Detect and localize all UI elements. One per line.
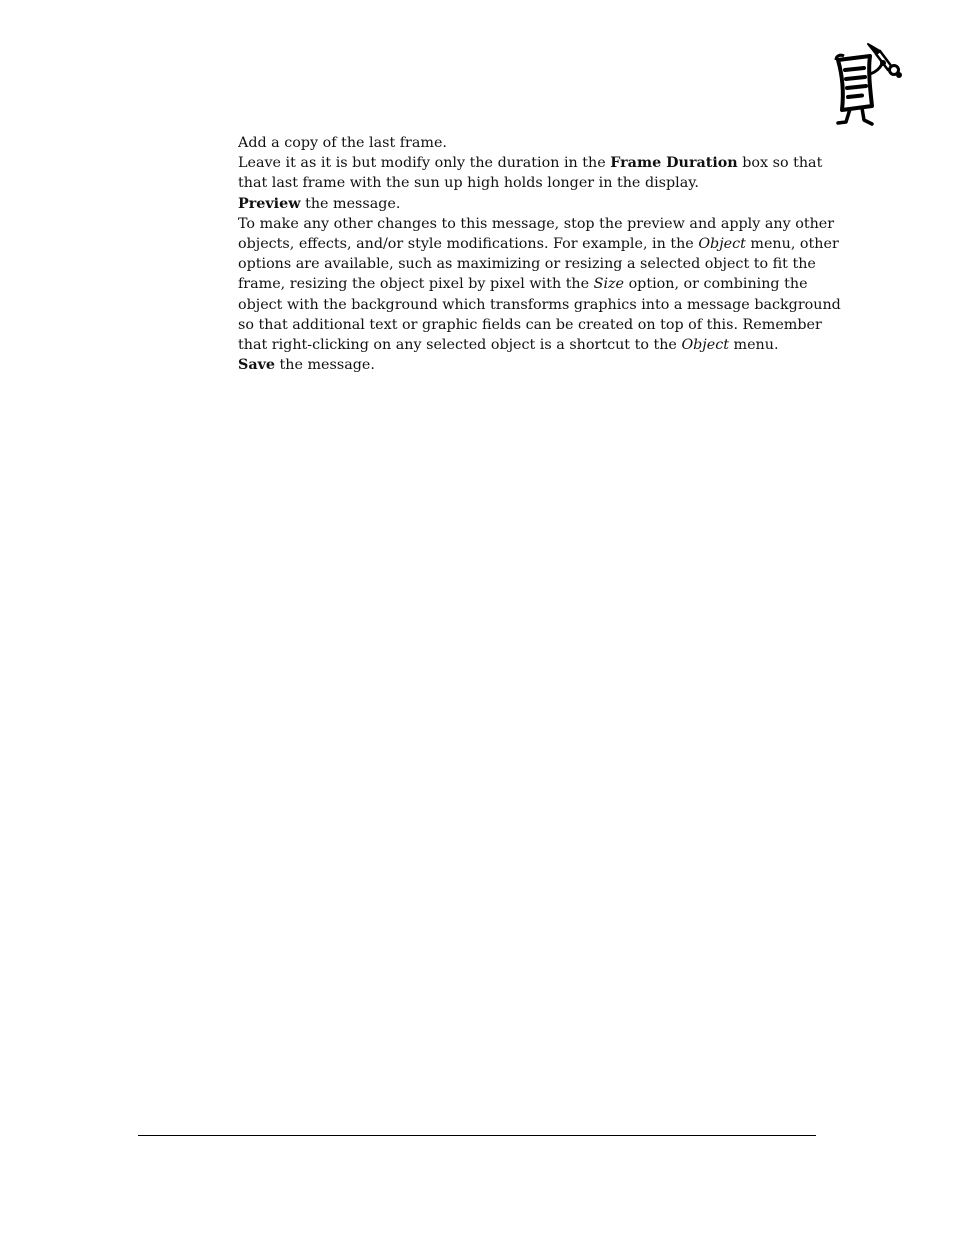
step-other-changes: To make any other changes to this message, stop the preview and apply any other objects, effects, and/or style modifications. For example, in the Object menu, other options are available, such as maximizing or resizing a selected object to fit the frame, resizing the object pixel by pixel with the Size option, or combining the object with the background which transforms graphics into a message background so that additional text or graphic fields can be created on top of this. Remember that right-clicking on any selected object is a shortcut to the Object menu. [238, 215, 841, 354]
step-preview: Preview the message. [238, 195, 401, 212]
instruction-steps [238, 133, 848, 375]
frame-duration-term: Frame Duration [610, 155, 738, 172]
save-term: Save [238, 357, 275, 374]
step-add-copy: Add a copy of the last frame. [238, 135, 447, 151]
preview-term: Preview [238, 195, 301, 212]
step-save: Save the message. [238, 357, 375, 374]
size-option-term: Size [593, 276, 625, 293]
object-menu-term: Object [698, 236, 746, 253]
document-with-pen-mascot-icon [826, 40, 906, 130]
footer-divider [138, 1135, 816, 1136]
object-menu-term: Object [681, 337, 729, 354]
step-modify-duration: Leave it as it is but modify only the duration in the Frame Duration box so that that last frame with the sun up high holds longer in the display. [238, 155, 823, 192]
